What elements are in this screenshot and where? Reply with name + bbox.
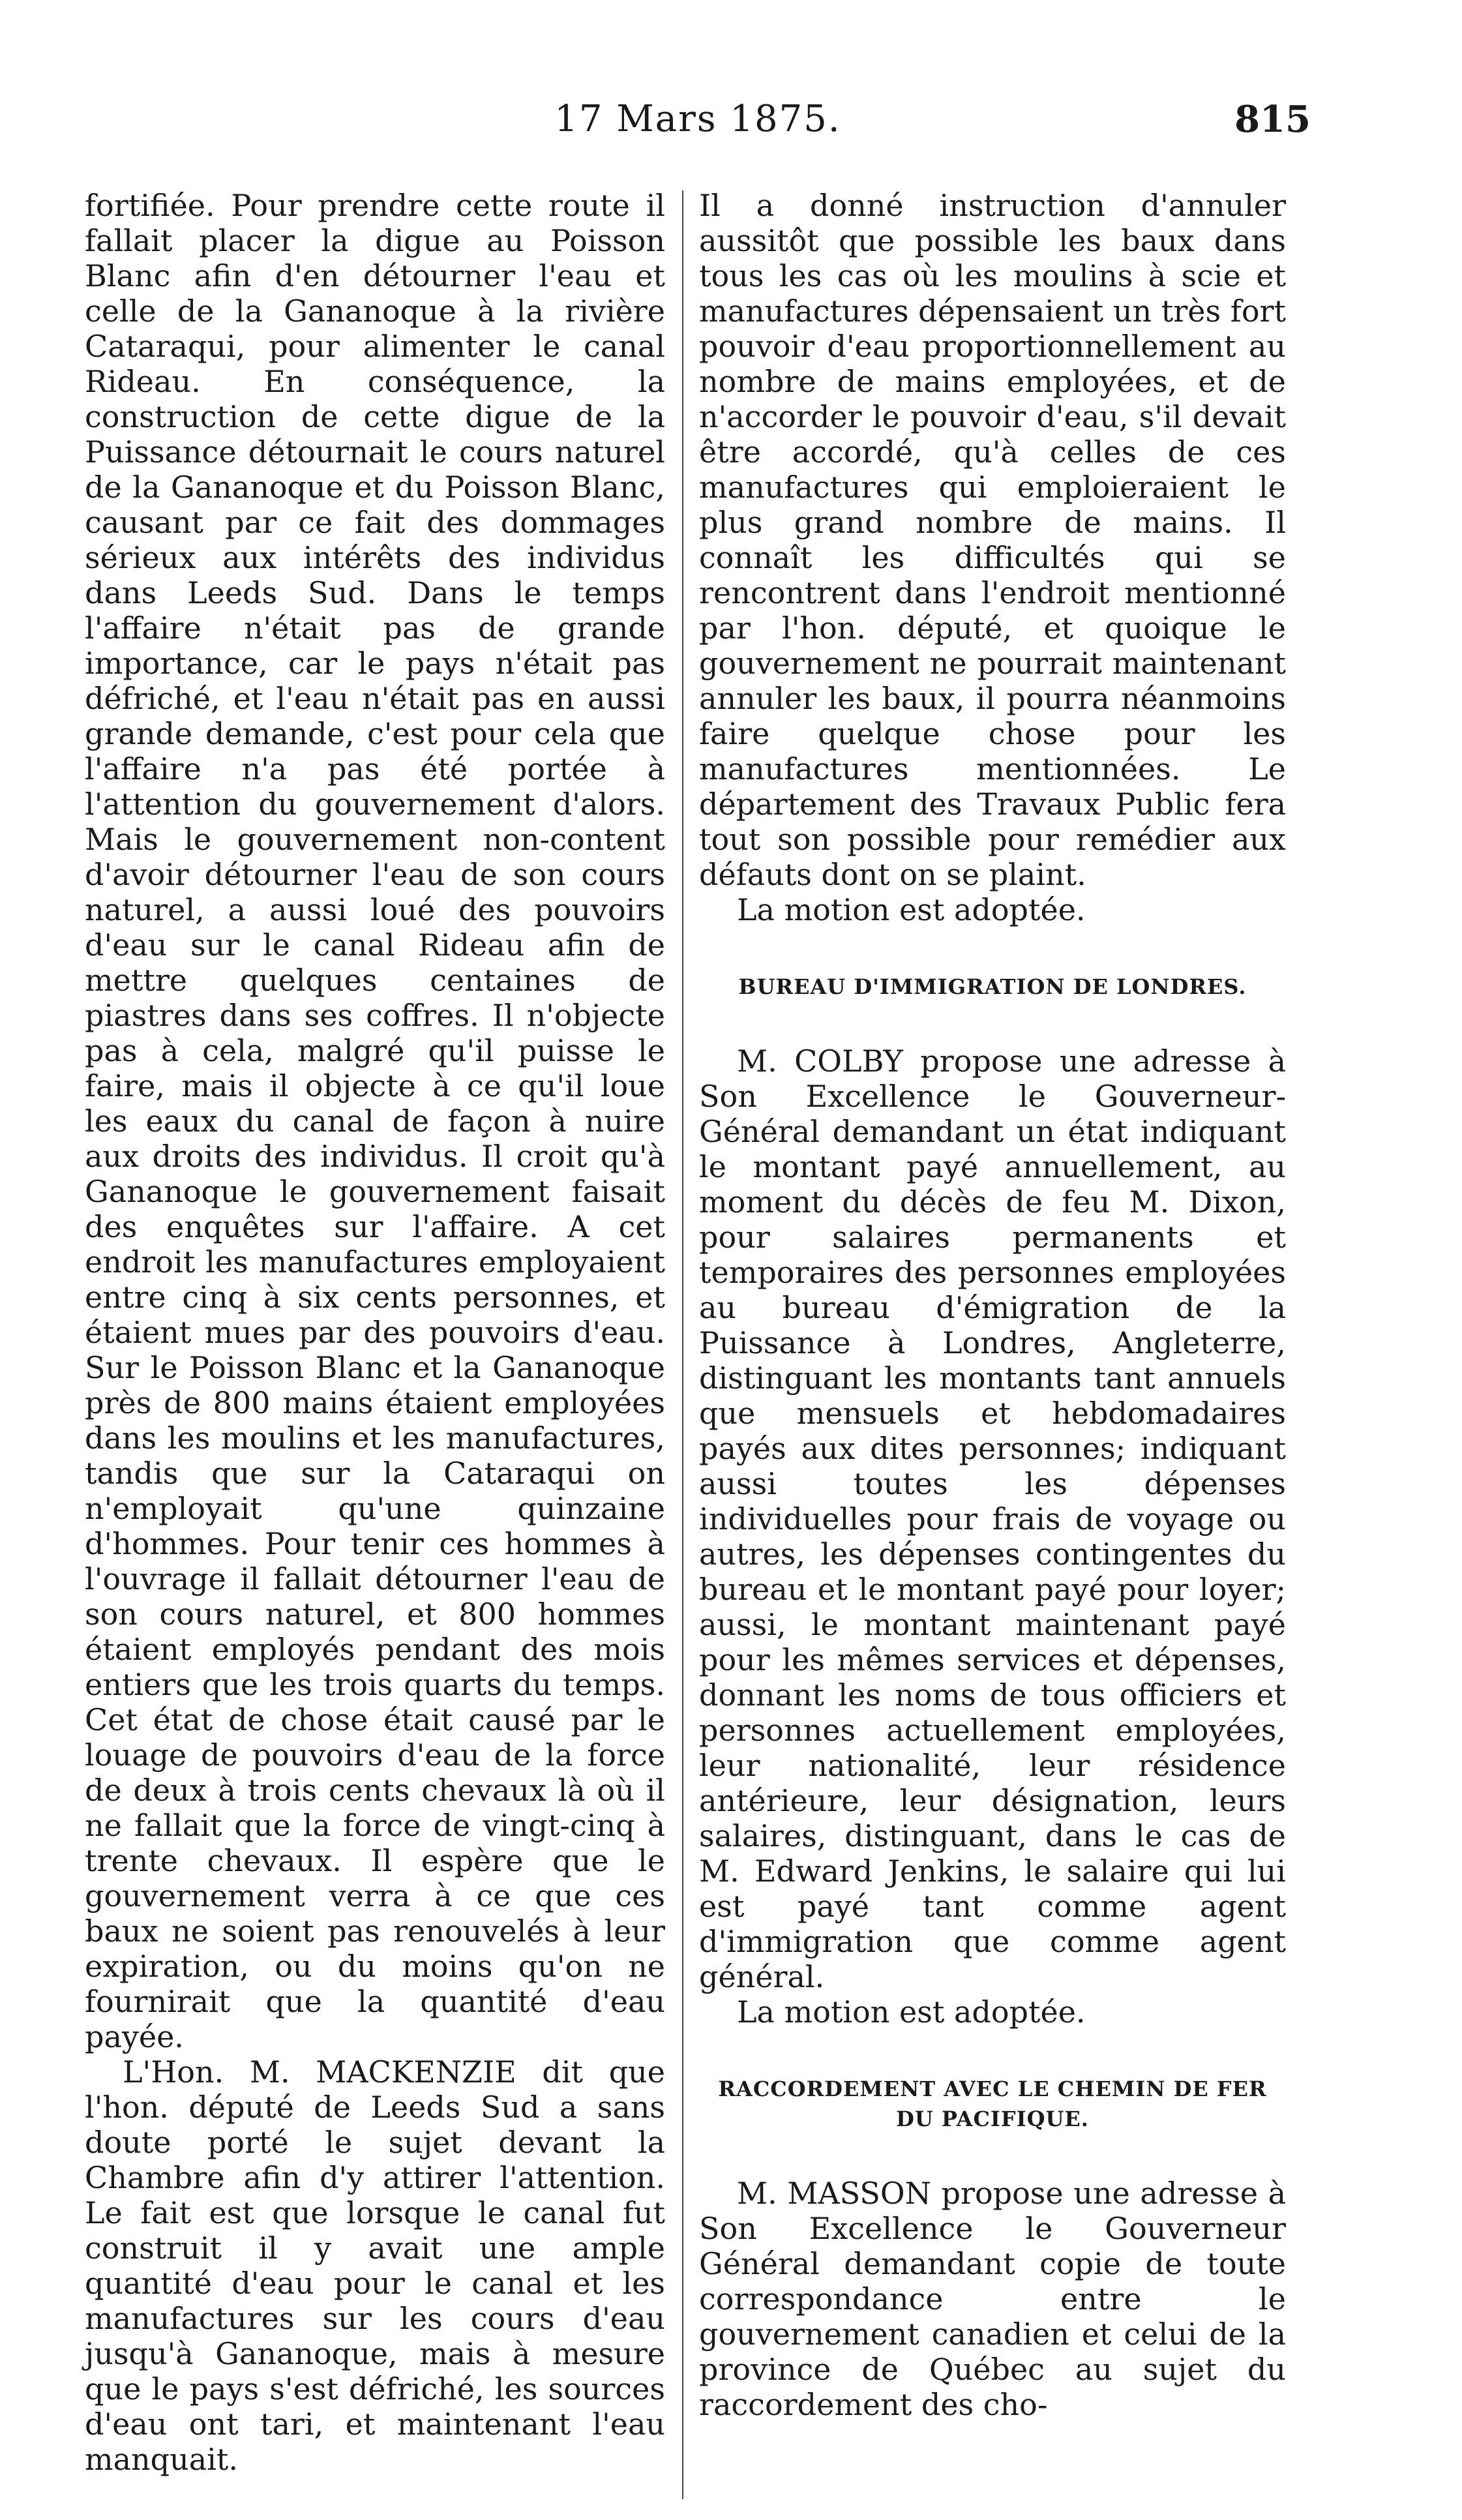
right-paragraph-2: La motion est adoptée. xyxy=(737,892,1086,927)
right-paragraph-3: M. COLBY propose une adresse à Son Excellence le Gouverneur-Général demandant un état indiquant le montant payé annuellement, au moment du décès de feu M. Dixon, pour salaires permanents et temporaires des personnes employées au bureau d'émigration de la Puissance à Londres, Angleterre, distinguant les montants tant annuels que mensuels et hebdomadaires payés aux dites personnes; indiquant aussi toutes les dépenses individuelles pour frais de voyage ou autres, les dépenses contingentes du bureau et le montant payé pour loyer; aussi, le montant maintenant payé pour les mêmes services et dépenses, donnant les noms de tous officiers et personnes actuellement employées, leur nationalité, leur résidence antérieure, leur désignation, leurs salaires, distinguant, dans le cas de M. Edward Jenkins, le salaire qui lui est payé tant comme agent d'immigration que comme agent général. xyxy=(699,1043,1286,1994)
left-column xyxy=(85,188,665,2477)
column-divider xyxy=(682,190,683,2499)
section-heading-immigration: BUREAU D'IMMIGRATION DE LONDRES. xyxy=(738,974,1247,999)
section-heading-railway: RACCORDEMENT AVEC LE CHEMIN DE FER DU PACIFIQUE. xyxy=(718,2077,1267,2131)
left-paragraph-1: fortifiée. Pour prendre cette route il fallait placer la digue au Poisson Blanc afin d'en détourner l'eau et celle de la Gananoque à la rivière Cataraqui, pour alimenter le canal Rideau. En conséquence, la construction de cette digue de la Puissance détournait le cours naturel de la Gananoque et du Poisson Blanc, causant par ce fait des dommages sérieux aux intérêts des individus dans Leeds Sud. Dans le temps l'affaire n'était pas de grande importance, car le pays n'était pas défriché, et l'eau n'était pas en aussi grande demande, c'est pour cela que l'affaire n'a pas été portée à l'attention du gouvernement d'alors. Mais le gouvernement non-content d'avoir détourner l'eau de son cours naturel, a aussi loué des pouvoirs d'eau sur le canal Rideau afin de mettre quelques centaines de piastres dans ses coffres. Il n'objecte pas à cela, malgré qu'il puisse le faire, mais il objecte à ce qu'il loue les eaux du canal de façon à nuire aux droits des individus. Il croit qu'à Gananoque le gouvernement faisait des enquêtes sur l'affaire. A cet endroit les manufactures employaient entre cinq à six cents personnes, et étaient mues par des pouvoirs d'eau. Sur le Poisson Blanc et la Gananoque près de 800 mains étaient employées dans les moulins et les manufactures, tandis que sur la Cataraqui on n'employait qu'une quinzaine d'hommes. Pour tenir ces hommes à l'ouvrage il fallait détourner l'eau de son cours naturel, et 800 hommes étaient employés pendant des mois entiers que les trois quarts du temps. Cet état de chose était causé par le louage de pouvoirs d'eau de la force de deux à trois cents chevaux là où il ne fallait que la force de vingt-cinq à trente chevaux. Il espère que le gouvernement verra à ce que ces baux ne soient pas renouvelés à leur expiration, ou du moins qu'on ne fournirait que la quantité d'eau payée. xyxy=(85,188,665,2054)
left-paragraph-2: L'Hon. M. MACKENZIE dit que l'hon. député de Leeds Sud a sans doute porté le sujet devant la Chambre afin d'y attirer l'attention. Le fait est que lorsque le canal fut construit il y avait une ample quantité d'eau pour le canal et les manufactures sur les cours d'eau jusqu'à Gananoque, mais à mesure que le pays s'est défriché, les sources d'eau ont tari, et maintenant l'eau manquait. xyxy=(85,2054,665,2477)
page-number: 815 xyxy=(1234,98,1311,141)
header-date: 17 Mars 1875. xyxy=(554,98,841,140)
page-header xyxy=(85,98,1311,150)
right-paragraph-4: La motion est adoptée. xyxy=(737,1994,1086,2030)
right-column xyxy=(699,188,1286,2422)
right-paragraph-1: Il a donné instruction d'annuler aussitôt que possible les baux dans tous les cas où les moulins à scie et manufactures dépensaient un très fort pouvoir d'eau proportionnellement au nombre de mains employées, et de n'accorder le pouvoir d'eau, s'il devait être accordé, qu'à celles de ces manufactures qui emploieraient le plus grand nombre de mains. Il connaît les difficultés qui se rencontrent dans l'endroit mentionné par l'hon. député, et quoique le gouvernement ne pourrait maintenant annuler les baux, il pourra néanmoins faire quelque chose pour les manufactures mentionnées. Le département des Travaux Public fera tout son possible pour remédier aux défauts dont on se plaint. xyxy=(699,188,1286,892)
right-paragraph-5: M. MASSON propose une adresse à Son Excellence le Gouverneur Général demandant copie de toute correspondance entre le gouvernement canadien et celui de la province de Québec au sujet du raccordement des cho- xyxy=(699,2176,1286,2422)
